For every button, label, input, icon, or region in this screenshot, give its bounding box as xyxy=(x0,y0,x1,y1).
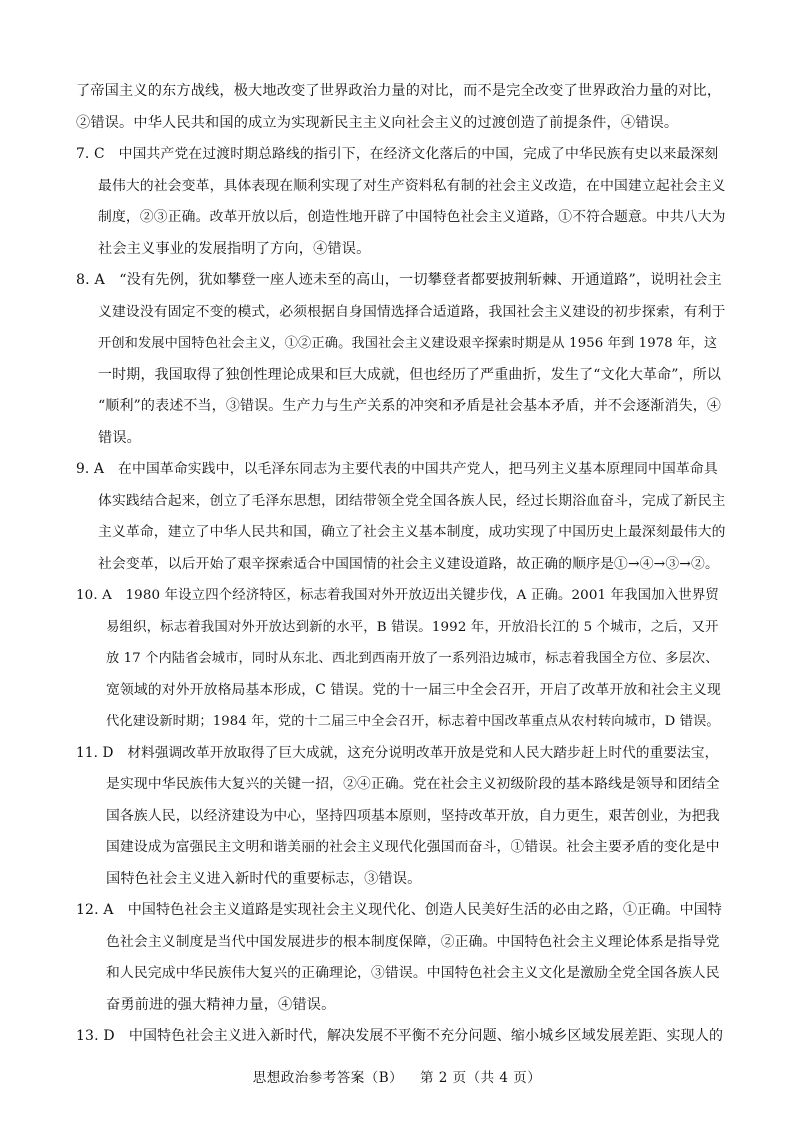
text-line: 国各族人民，以经济建设为中心，坚持四项基本原则，坚持改革开放，自力更生，艰苦创业，为把我 xyxy=(106,807,720,824)
footer-page-number: 第 2 页（共 4 页） xyxy=(419,1070,542,1086)
answer-q10 xyxy=(76,580,726,738)
text-line: “顺利”的表述不当，③错误。生产力与生产关系的冲突和矛盾是社会基本矛盾，并不会逐渐消失，④ xyxy=(98,398,722,414)
text-line: 体实践结合起来，创立了毛泽东思想，团结带领全党全国各族人民，经过长期浴血奋斗，完成了新民主 xyxy=(98,492,726,509)
text-line: 和人民完成中华民族伟大复兴的正确理论，③错误。中国特色社会主义文化是激励全党全国各族人民 xyxy=(106,965,720,981)
text-line: 易组织，标志着我国对外开放达到新的水平，B 错误。1992 年，开放沿长江的 5 个城市，之后，又开 xyxy=(106,619,719,635)
footer-title: 思想政治参考答案（B） xyxy=(252,1070,404,1086)
text-line: 义建设没有固定不变的模式，必须根据自身国情选择合适道路，我国社会主义建设的初步探索，有利于 xyxy=(98,303,726,320)
text-line: 色社会主义制度是当代中国发展进步的根本制度保障，②正确。中国特色社会主义理论体系是指导党 xyxy=(106,933,720,950)
text-line: 制度，②③正确。改革开放以后，创造性地开辟了中国特色社会主义道路，①不符合题意。中共八大为 xyxy=(98,209,726,225)
text-line: 国建设成为富强民主文明和谐美丽的社会主义现代化强国而奋斗，①错误。社会主要矛盾的变化是中 xyxy=(106,839,720,855)
text-line: 13. D 中国特色社会主义进入新时代，解决发展不平衡不充分问题、缩小城乡区域发展差距、实现人的 xyxy=(76,1028,724,1044)
answer-q8 xyxy=(76,265,726,454)
answer-q11 xyxy=(76,738,726,896)
text-line: 代化建设新时期；1984 年，党的十二届三中全会召开，标志着中国改革重点从农村转向城市，D 错误。 xyxy=(106,714,720,729)
text-line: 开创和发展中国特色社会主义，①②正确。我国社会主义建设艰辛探索时期是从 1956 年到 1978 年，这 xyxy=(98,336,718,351)
answer-q7 xyxy=(76,139,726,265)
text-line: 是实现中华民族伟大复兴的关键一招，②④正确。党在社会主义初级阶段的基本路线是领导和团结全 xyxy=(106,776,720,792)
text-line: 了帝国主义的东方战线，极大地改变了世界政治力量的对比，而不是完全改变了世界政治力量的对比， xyxy=(76,83,722,99)
text-line: 9. A 在中国革命实践中，以毛泽东同志为主要代表的中国共产党人，把马列主义基本原理同中国革命具 xyxy=(76,461,718,477)
text-line: 社会主义事业的发展指明了方向，④错误。 xyxy=(98,240,371,257)
text-line: 宽领域的对外开放格局基本形成，C 错误。党的十一届三中全会召开，开启了改革开放和社会主义现 xyxy=(106,681,721,698)
answer-q12 xyxy=(76,895,726,1021)
text-line: 一时期，我国取得了独创性理论成果和巨大成就，但也经历了严重曲折，发生了“文化大革命”，所以 xyxy=(98,366,722,383)
answer-content xyxy=(76,76,726,1053)
text-line: 8. A “没有先例，犹如攀登一座人迹未至的高山，一切攀登者都要披荆斩棘、开通道路”，说明社会主 xyxy=(76,272,722,288)
text-line: 主义革命，建立了中华人民共和国，确立了社会主义基本制度，成功实现了中国历史上最深刻最伟大的 xyxy=(98,524,726,540)
answer-q13 xyxy=(76,1021,726,1053)
text-line: 放 17 个内陆省会城市，同时从东北、西北到西南开放了一系列沿边城市，标志着我国全方位、多层次、 xyxy=(106,651,719,666)
text-line: 奋勇前进的强大精神力量，④错误。 xyxy=(106,996,336,1013)
text-line: ②错误。中华人民共和国的成立为实现新民主主义向社会主义的过渡创造了前提条件，④错误。 xyxy=(76,114,679,131)
text-line: 最伟大的社会变革，具体表现在顺利实现了对生产资料私有制的社会主义改造，在中国建立起社会主义 xyxy=(98,177,726,194)
text-line: 12. A 中国特色社会主义道路是实现社会主义现代化、创造人民美好生活的必由之路，①正确。中国特 xyxy=(76,902,723,918)
text-line: 社会变革，以后开始了艰辛探索适合中国国情的社会主义建设道路，故正确的顺序是①→④→③→②。 xyxy=(98,555,719,572)
text-line: 错误。 xyxy=(98,429,142,446)
text-line: 7. C 中国共产党在过渡时期总路线的指引下，在经济文化落后的中国，完成了中华民族有史以来最深刻 xyxy=(76,146,719,162)
paragraph-q6-continued xyxy=(76,76,726,139)
text-line: 11. D 材料强调改革开放取得了巨大成就，这充分说明改革开放是党和人民大踏步赶上时代的重要法宝， xyxy=(76,744,719,761)
text-line: 国特色社会主义进入新时代的重要标志，③错误。 xyxy=(106,870,422,887)
page-footer xyxy=(0,1068,794,1088)
text-line: 10. A 1980 年设立四个经济特区，标志着我国对外开放迈出关键步伐，A 正确。2001 年我国加入世界贸 xyxy=(76,588,719,603)
answer-q9 xyxy=(76,454,726,580)
